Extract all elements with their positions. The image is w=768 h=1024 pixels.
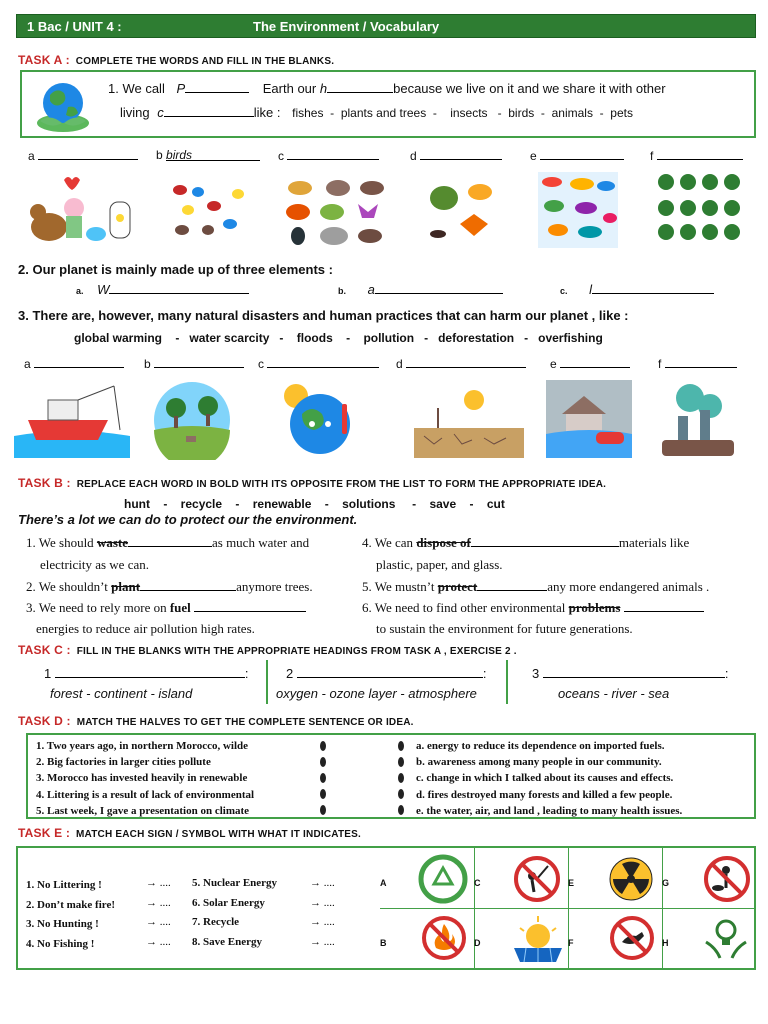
- task-b-s1-cont: electricity as we can.: [40, 557, 149, 572]
- ex3-list: global warming - water scarcity - floods - pollution - deforestation - overfishing: [74, 331, 603, 345]
- no-fishing-icon: [512, 854, 562, 904]
- match-dot[interactable]: [320, 741, 326, 751]
- task-d-box: [26, 733, 756, 819]
- ex3-text: 3. There are, however, many natural disasters and human practices that can harm our planet , like :: [18, 308, 629, 323]
- task-c-col1-words: forest - continent - island: [50, 686, 193, 701]
- sign-letter-e: E: [568, 878, 575, 888]
- task-e-col1: 1. No Littering ! 2. Don’t make fire! 3. No Hunting ! 4. No Fishing !: [26, 879, 115, 950]
- nuclear-icon: [608, 856, 654, 902]
- task-b-s4-cont: plastic, paper, and glass.: [376, 557, 503, 572]
- task-e-arrows1: → .... → .... → .... → ....: [146, 877, 171, 948]
- floods-image: [546, 380, 632, 458]
- label-e1: e: [530, 148, 624, 163]
- no-hunting-icon: [702, 854, 752, 904]
- task-b-s4: 4. We can dispose of materials like: [362, 535, 690, 550]
- label-d2: d: [396, 356, 526, 371]
- task-e-arrows2: → .... → .... → .... → ....: [310, 877, 335, 948]
- task-c-col2-words: oxygen - ozone layer - atmosphere: [276, 686, 477, 701]
- recycle-icon: [418, 854, 468, 904]
- divider: [506, 660, 508, 704]
- task-e-box: [16, 846, 756, 970]
- no-littering-icon: [608, 914, 656, 962]
- task-b-s5: 5. We mustn’t protect any more endangered animals .: [362, 579, 710, 594]
- task-d-left-item: 3. Morocco has invested heavily in renewable: [36, 772, 248, 785]
- task-b-heading: TASK B : REPLACE EACH WORD IN BOLD WITH ITS OPPOSITE FROM THE LIST TO FORM THE APPROPRIATE IDEA.: [18, 476, 607, 490]
- sign-letter-d: D: [474, 938, 481, 948]
- match-dot[interactable]: [398, 805, 404, 815]
- label-b2: b: [144, 356, 244, 371]
- task-c-col3-words: oceans - river - sea: [558, 686, 670, 701]
- match-dot[interactable]: [398, 789, 404, 799]
- match-dot[interactable]: [398, 741, 404, 751]
- sign-letter-h: H: [662, 938, 669, 948]
- global-warming-image: [280, 380, 358, 458]
- blank-creatures[interactable]: [164, 105, 254, 117]
- sign-letter-b: B: [380, 938, 387, 948]
- task-c-col1-blank: 1 :: [44, 666, 249, 681]
- label-c1: c: [278, 148, 379, 163]
- ex2-item-a: a. W: [76, 282, 249, 297]
- animals-image: [284, 174, 388, 246]
- blank-planet[interactable]: [185, 81, 249, 93]
- signs-grid: [380, 848, 754, 968]
- task-a-heading: TASK A : COMPLETE THE WORDS AND FILL IN THE BLANKS.: [18, 53, 335, 67]
- trees-image: [654, 172, 744, 248]
- task-d-left-item: 1. Two years ago, in northern Morocco, wilde: [36, 740, 249, 752]
- sign-letter-a: A: [380, 878, 387, 888]
- task-d-right-item: d. fires destroyed many forests and killed a few people.: [416, 788, 673, 801]
- page-title: The Environment / Vocabulary: [253, 19, 440, 34]
- save-energy-icon: [702, 914, 750, 962]
- birds-image: [168, 180, 248, 242]
- task-b-s6-cont: to sustain the environment for future generations.: [376, 621, 633, 636]
- deforestation-image: [150, 380, 234, 460]
- task-c-col2-blank: 2 :: [286, 666, 487, 681]
- match-dot[interactable]: [320, 805, 326, 815]
- solar-icon: [510, 914, 566, 964]
- no-fire-icon: [420, 914, 468, 962]
- blank-home[interactable]: [327, 81, 393, 93]
- task-b-s3-cont: energies to reduce air pollution high rates.: [36, 621, 255, 636]
- insects-image: [424, 178, 496, 246]
- label-f1: f: [650, 148, 743, 163]
- label-a2: a: [24, 356, 124, 371]
- earth-hands-icon: [32, 77, 94, 133]
- task-d-right-item: e. the water, air, and land , leading to many health issues.: [416, 804, 683, 817]
- sign-letter-f: F: [568, 938, 574, 948]
- ex2-item-b: b. a: [338, 282, 503, 297]
- sign-letter-c: C: [474, 878, 481, 888]
- overfishing-image: [14, 380, 130, 458]
- fishes-image: [538, 172, 618, 248]
- task-c-col3-blank: 3 :: [532, 666, 729, 681]
- task-e-col2: 5. Nuclear Energy 6. Solar Energy 7. Recycle 8. Save Energy: [192, 877, 278, 948]
- water-scarcity-image: [414, 384, 524, 458]
- label-b1: b birds: [156, 148, 260, 162]
- pets-image: [24, 172, 134, 246]
- match-dot[interactable]: [398, 773, 404, 783]
- label-d1: d: [410, 148, 502, 163]
- pollution-image: [656, 380, 740, 460]
- match-dot[interactable]: [320, 773, 326, 783]
- task-d-right-item: b. awareness among many people in our community.: [416, 756, 662, 769]
- unit-label: 1 Bac / UNIT 4 :: [27, 19, 122, 34]
- task-d-right-item: c. change in which I talked about its causes and effects.: [416, 772, 674, 785]
- task-c-heading: TASK C : FILL IN THE BLANKS WITH THE APPROPRIATE HEADINGS FROM TASK A , EXERCISE 2 .: [18, 643, 517, 657]
- match-dot[interactable]: [320, 789, 326, 799]
- page-header: [16, 14, 756, 38]
- label-a1: a: [28, 148, 138, 163]
- label-e2: e: [550, 356, 630, 371]
- label-f2: f: [658, 356, 737, 371]
- task-b-s6: 6. We need to find other environmental problems: [362, 600, 704, 616]
- task-b-s1: 1. We should waste as much water and: [26, 535, 310, 550]
- task-b-word-list: hunt - recycle - renewable - solutions - save - cut: [124, 497, 505, 511]
- ex2-text: 2. Our planet is mainly made up of three elements :: [18, 262, 333, 277]
- task-d-left-item: 4. Littering is a result of lack of environmental: [36, 788, 255, 801]
- task-d-left-list: [36, 738, 254, 819]
- task-d-heading: TASK D : MATCH THE HALVES TO GET THE COMPLETE SENTENCE OR IDEA.: [18, 714, 414, 728]
- task-c-grid: [16, 660, 756, 708]
- sign-letter-g: G: [662, 878, 670, 888]
- task-e-heading: TASK E : MATCH EACH SIGN / SYMBOL WITH WHAT IT INDICATES.: [18, 826, 361, 840]
- task-b-s3: 3. We need to rely more on fuel: [26, 600, 306, 616]
- task-d-right-list: [416, 738, 682, 819]
- task-d-left-item: 5. Last week, I gave a presentation on climate: [36, 804, 250, 817]
- divider: [266, 660, 268, 704]
- task-b-intro: There’s a lot we can do to protect our the environment.: [18, 512, 358, 527]
- task-d-left-item: 2. Big factories in larger cities pollute: [36, 756, 211, 769]
- task-b-s2: 2. We shouldn’t plant anymore trees.: [26, 579, 313, 594]
- match-dot[interactable]: [398, 757, 404, 767]
- ex1-list: fishes - plants and trees - insects - birds - animals - pets: [292, 106, 633, 120]
- match-dot[interactable]: [320, 757, 326, 767]
- task-d-right-item: a. energy to reduce its dependence on imported fuels.: [416, 740, 665, 752]
- label-c2: c: [258, 356, 379, 371]
- task-a-ex1-box: 1. We call P Earth our h because we live on it and we share it with other living c like : fishes - plants and trees - insects - birds - animals - pets: [20, 70, 756, 138]
- ex2-item-c: c. l: [560, 282, 714, 297]
